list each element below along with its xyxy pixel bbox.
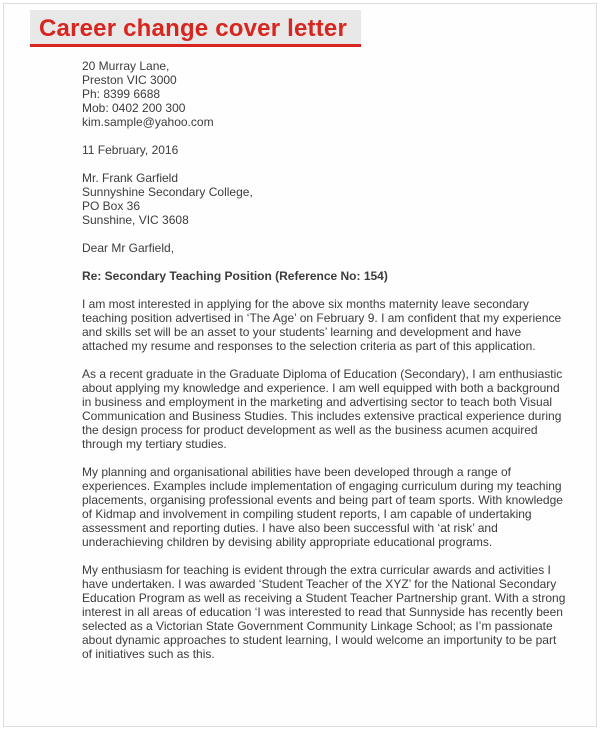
sender-mobile: Mob: 0402 200 300: [82, 101, 186, 116]
sender-email: kim.sample@yahoo.com: [82, 115, 214, 130]
title-banner: [30, 10, 361, 47]
recipient-city: Sunshine, VIC 3608: [82, 213, 189, 228]
recipient-po-box: PO Box 36: [82, 199, 141, 214]
letter-page: [3, 3, 597, 727]
sender-city: Preston VIC 3000: [82, 73, 177, 88]
salutation: Dear Mr Garfield,: [82, 241, 175, 256]
paragraph-background: As a recent graduate in the Graduate Diploma of Education (Secondary), I am enthusiastic about applying my knowledge and experience. I am well equipped with both a background in business and employment in the marketing and advertising sector to teach both Visual Communication and Business Studies. This includes extensive practical experience during the design process for product development as well as the business acumen acquired through my tertiary studies.: [82, 367, 563, 452]
recipient-organisation: Sunnyshine Secondary College,: [82, 185, 253, 200]
sender-street: 20 Murray Lane,: [82, 59, 170, 74]
paragraph-intro: I am most interested in applying for the above six months maternity leave secondary teaching position advertised in ‘The Age’ on February 9. I am confident that my experience and skills set will be an asset to your students’ learning and development and have attached my resume and responses to the selection criteria as part of this application.: [82, 297, 562, 354]
page-title: Career change cover letter: [39, 15, 348, 42]
subject-line: Re: Secondary Teaching Position (Reference No: 154): [82, 269, 388, 284]
paragraph-skills: My planning and organisational abilities have been developed through a range of experiences. Examples include implementation of engaging curriculum during my teaching placements, organising professional events and being part of team sports. With knowledge of Kidmap and involvement in compiling student reports, I am capable of undertaking assessment and reporting duties. I have also been successful with ‘at risk’ and underachieving children by devising ability appropriate educational programs.: [82, 465, 563, 550]
recipient-address: [82, 171, 569, 227]
sender-address: [82, 59, 569, 129]
paragraph-enthusiasm: My enthusiasm for teaching is evident through the extra curricular awards and activities I have undertaken. I was awarded ‘Student Teacher of the XYZ’ for the National Secondary Education Program as well as receiving a Student Teacher Partnership grant. With a strong interest in all areas of education ‘I was interested to read that Sunnyside has recently been selected as a Victorian State Government Community Linkage School; as I’m passionate about dynamic approaches to student learning, I would welcome an importunity to be part of initiatives such as this.: [82, 563, 566, 662]
sender-phone: Ph: 8399 6688: [82, 87, 161, 102]
letter-body: [82, 59, 569, 661]
letter-date: 11 February, 2016: [82, 143, 179, 158]
recipient-name: Mr. Frank Garfield: [82, 171, 179, 186]
